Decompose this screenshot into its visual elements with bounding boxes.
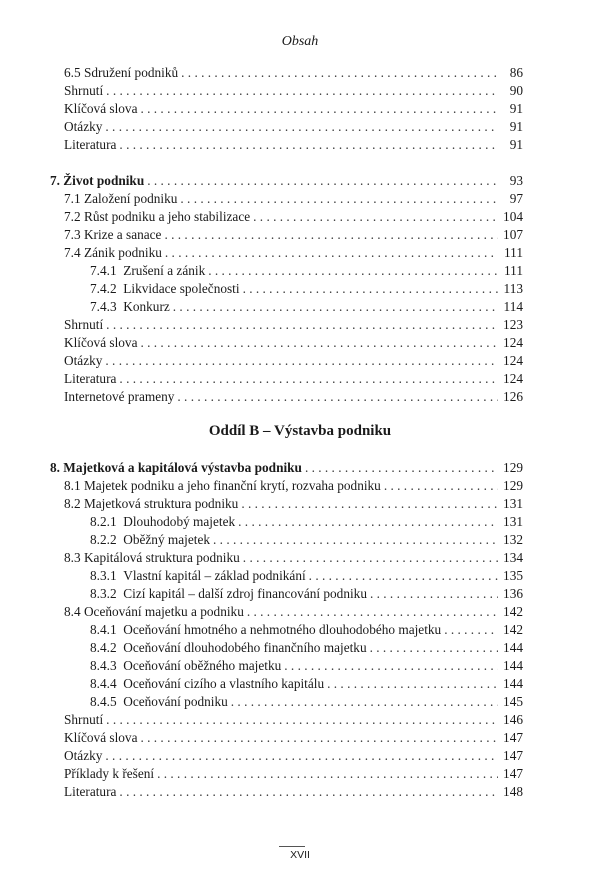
toc-subentry: 8.3.1 Vlastní kapitál – základ podnikání . . . 135: [90, 567, 523, 585]
toc-entry: Klíčová slova . . . 147: [64, 729, 523, 747]
leader-dots: [370, 639, 498, 657]
toc-entry: Literatura . . . 148: [64, 783, 523, 801]
page-number: 134: [503, 550, 523, 565]
leader-dots: [243, 280, 498, 298]
page-number: 135: [503, 568, 523, 583]
toc-subentry: 8.3.2 Cizí kapitál – další zdroj financování podniku . . . 136: [90, 585, 523, 603]
page-number: 93: [509, 173, 523, 188]
leader-dots: [444, 621, 498, 639]
leader-dots: [106, 316, 498, 334]
page-number: 132: [503, 532, 523, 547]
page-number: 124: [503, 353, 523, 368]
toc-subentry: 7.4.3 Konkurz . . . 114: [90, 298, 523, 316]
page-number: 136: [503, 586, 523, 601]
leader-dots: [140, 100, 498, 118]
leader-dots: [147, 172, 498, 190]
leader-dots: [157, 765, 498, 783]
leader-dots: [105, 118, 498, 136]
page-number: 86: [509, 65, 523, 80]
leader-dots: [305, 459, 498, 477]
page-number: 148: [503, 784, 523, 799]
page-number: 131: [503, 496, 523, 511]
leader-dots: [164, 226, 498, 244]
toc-entry: 8.2 Majetková struktura podniku . . . 131: [64, 495, 523, 513]
leader-dots: [173, 298, 498, 316]
leader-dots: [177, 388, 498, 406]
leader-dots: [208, 262, 498, 280]
page-number: 129: [503, 478, 523, 493]
toc-entry: 8.3 Kapitálová struktura podniku . . . 134: [64, 549, 523, 567]
page-number: 124: [503, 371, 523, 386]
page-number: 104: [503, 209, 523, 224]
leader-dots: [238, 513, 498, 531]
toc-entry: Literatura . . . 124: [64, 370, 523, 388]
leader-dots: [105, 747, 498, 765]
leader-dots: [140, 729, 498, 747]
page-number: 111: [504, 263, 523, 278]
toc-subentry: 8.4.1 Oceňování hmotného a nehmotného dlouhodobého majetku . . . 142: [90, 621, 523, 639]
page-number: 144: [503, 676, 523, 691]
leader-dots: [119, 370, 498, 388]
leader-dots: [106, 82, 498, 100]
footer-rule: [279, 846, 305, 847]
leader-dots: [119, 136, 498, 154]
toc-entry: 7.4 Zánik podniku . . . 111: [64, 244, 523, 262]
page-number-footer: XVII: [290, 849, 310, 861]
page-number: 147: [503, 766, 523, 781]
page-number: 142: [503, 622, 523, 637]
toc-entry: Klíčová slova . . . 124: [64, 334, 523, 352]
page-number: 90: [509, 83, 523, 98]
leader-dots: [247, 603, 498, 621]
toc-entry: 6.5 Sdružení podniků . . . 86: [64, 64, 523, 82]
toc-subentry: 8.2.2 Oběžný majetek . . . 132: [90, 531, 523, 549]
toc-entry: Otázky . . . 91: [64, 118, 523, 136]
leader-dots: [105, 352, 498, 370]
section-heading: Oddíl B – Výstavba podniku: [208, 423, 392, 439]
toc-entry: Příklady k řešení . . . 147: [64, 765, 523, 783]
page-number: 126: [503, 389, 523, 404]
toc-entry: 7.1 Založení podniku . . . 97: [64, 190, 523, 208]
toc-entry: 8.1 Majetek podniku a jeho finanční krytí, rozvaha podniku . . . 129: [64, 477, 523, 495]
toc-entry: Shrnutí . . . 123: [64, 316, 523, 334]
leader-dots: [213, 531, 498, 549]
page-number: 114: [503, 299, 523, 314]
toc-entry: 7.2 Růst podniku a jeho stabilizace . . . 104: [64, 208, 523, 226]
leader-dots: [243, 549, 498, 567]
page-number: 111: [504, 245, 523, 260]
page-number: 142: [503, 604, 523, 619]
toc-chapter-title: 8. Majetková a kapitálová výstavba podniku . . . 129: [50, 459, 523, 477]
leader-dots: [384, 477, 498, 495]
toc-subentry: 7.4.1 Zrušení a zánik . . . 111: [90, 262, 523, 280]
toc-entry: Shrnutí . . . 90: [64, 82, 523, 100]
page-number: 91: [509, 137, 523, 152]
toc-entry: Klíčová slova . . . 91: [64, 100, 523, 118]
page-number: 144: [503, 640, 523, 655]
toc-subentry: 8.4.3 Oceňování oběžného majetku . . . 144: [90, 657, 523, 675]
leader-dots: [140, 334, 498, 352]
toc-entry: Otázky . . . 147: [64, 747, 523, 765]
toc-entry: Internetové prameny . . . 126: [64, 388, 523, 406]
page-number: 124: [503, 335, 523, 350]
running-header: Obsah: [281, 34, 319, 49]
leader-dots: [241, 495, 498, 513]
leader-dots: [370, 585, 498, 603]
toc-subentry: 8.4.2 Oceňování dlouhodobého finančního majetku . . . 144: [90, 639, 523, 657]
leader-dots: [284, 657, 498, 675]
leader-dots: [231, 693, 498, 711]
toc-entry: 7.3 Krize a sanace . . . 107: [64, 226, 523, 244]
page-number: 91: [509, 119, 523, 134]
page-number: 97: [509, 191, 523, 206]
page-number: 131: [503, 514, 523, 529]
toc-subentry: 8.2.1 Dlouhodobý majetek . . . 131: [90, 513, 523, 531]
page-number: 147: [503, 748, 523, 763]
leader-dots: [180, 190, 498, 208]
toc-entry: Shrnutí . . . 146: [64, 711, 523, 729]
page-number: 145: [503, 694, 523, 709]
page-number: 107: [503, 227, 523, 242]
toc-entry: Literatura . . . 91: [64, 136, 523, 154]
page-number: 91: [509, 101, 523, 116]
toc-subentry: 8.4.5 Oceňování podniku . . . 145: [90, 693, 523, 711]
leader-dots: [327, 675, 498, 693]
toc-subentry: 8.4.4 Oceňování cizího a vlastního kapitálu . . . 144: [90, 675, 523, 693]
page-number: 129: [503, 460, 523, 475]
leader-dots: [181, 64, 498, 82]
page-number: 144: [503, 658, 523, 673]
page-number: 113: [503, 281, 523, 296]
leader-dots: [119, 783, 498, 801]
leader-dots: [309, 567, 498, 585]
toc-entry: Otázky . . . 124: [64, 352, 523, 370]
toc-subentry: 7.4.2 Likvidace společnosti . . . 113: [90, 280, 523, 298]
leader-dots: [253, 208, 498, 226]
page-number: 146: [503, 712, 523, 727]
page-number: 123: [503, 317, 523, 332]
page-number: 147: [503, 730, 523, 745]
leader-dots: [165, 244, 498, 262]
leader-dots: [106, 711, 498, 729]
toc-chapter-title: 7. Život podniku . . . 93: [50, 172, 523, 190]
toc-entry: 8.4 Oceňování majetku a podniku . . . 142: [64, 603, 523, 621]
